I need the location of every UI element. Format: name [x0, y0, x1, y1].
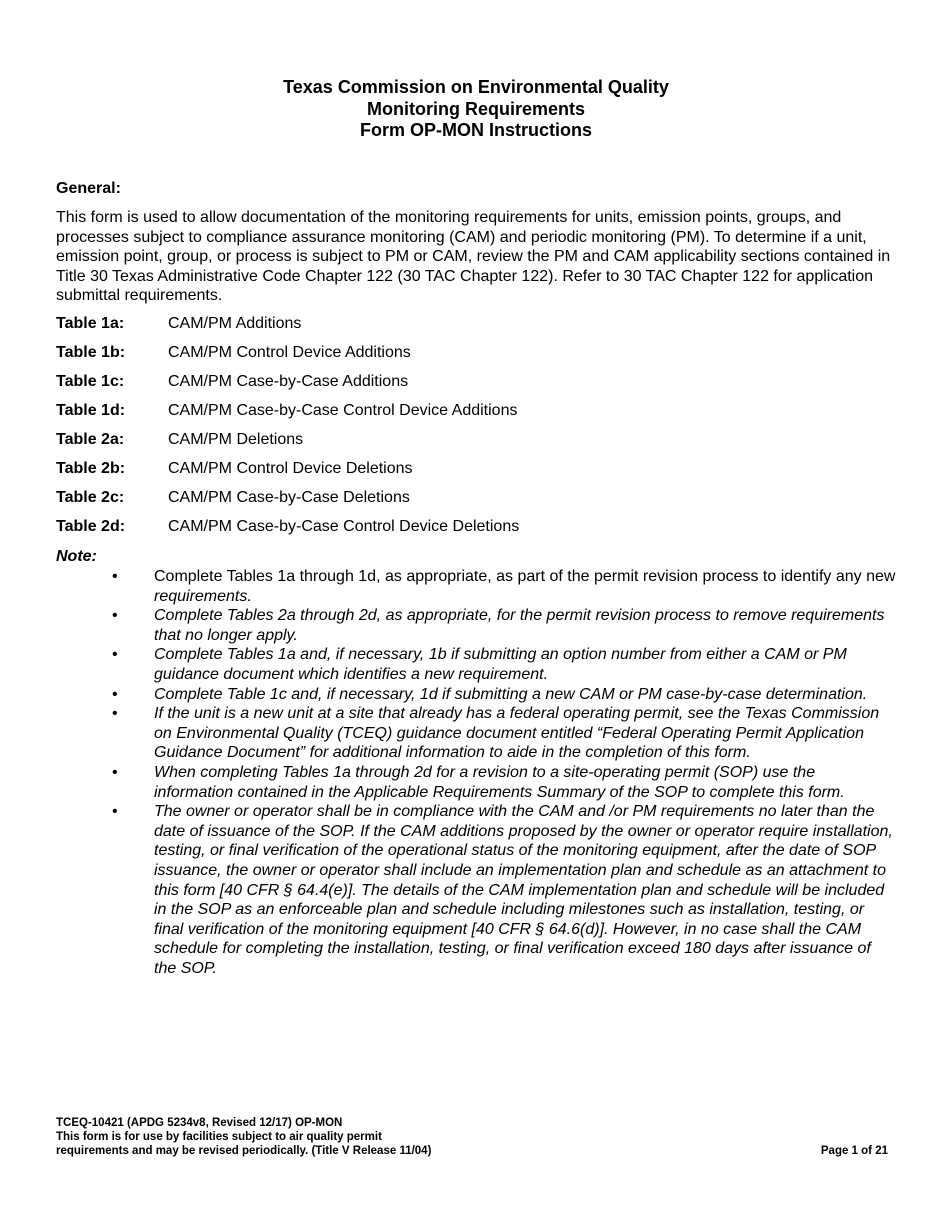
table-row: [56, 488, 519, 517]
table-row: [56, 430, 519, 459]
table-id: Table 1b:: [56, 344, 126, 361]
note-text-italic: requirements.: [154, 587, 252, 605]
table-id: Table 2a:: [56, 431, 125, 448]
note-text-italic: If the unit is a new unit at a site that already has a federal operating permit, see the Texas Commission on Environmental Quality (TCEQ) guidance document entitled “Federal Operating Permit Application Guidance Document” for additional information to aide in the completion of this form.: [154, 705, 880, 762]
general-heading: General:: [56, 180, 121, 197]
table-row: [56, 343, 519, 372]
table-id: Table 1d:: [56, 402, 126, 419]
bullet-icon: •: [112, 763, 118, 781]
bullet-icon: •: [112, 607, 118, 625]
table-row: [56, 401, 519, 430]
table-id: Table 1a:: [56, 315, 125, 332]
table-row: [56, 517, 519, 546]
notes-list: [56, 567, 896, 978]
note-heading: Note:: [56, 548, 97, 565]
note-text-italic: Complete Table 1c and, if necessary, 1d if submitting a new CAM or PM case-by-case determination.: [154, 685, 868, 703]
title-form: Form OP-MON Instructions: [359, 120, 592, 140]
table-description: CAM/PM Case-by-Case Control Device Additions: [168, 402, 518, 419]
note-text: Complete Tables 1a through 1d, as appropriate, as part of the permit revision process to identify any new: [154, 568, 896, 585]
page-number: Page 1 of 21: [820, 1145, 888, 1157]
list-item: [56, 606, 896, 645]
table-id: Table 2d:: [56, 518, 126, 535]
table-id: Table 2b:: [56, 460, 126, 477]
bullet-icon: •: [112, 705, 118, 723]
tables-list: [56, 314, 519, 546]
list-item: [56, 704, 896, 763]
title-subject: Monitoring Requirements: [366, 98, 585, 119]
bullet-icon: •: [112, 803, 118, 821]
bullet-icon: •: [112, 568, 118, 585]
footer-usage-line2: requirements and may be revised periodically. (Title V Release 11/04): [56, 1145, 432, 1157]
table-row: [56, 314, 519, 343]
footer-form-info: [56, 1116, 431, 1158]
document-page: [56, 0, 896, 1230]
list-item: [56, 567, 896, 606]
table-description: CAM/PM Case-by-Case Control Device Deletions: [168, 518, 520, 535]
table-description: CAM/PM Additions: [168, 315, 302, 332]
table-description: CAM/PM Control Device Additions: [168, 344, 411, 361]
table-description: CAM/PM Deletions: [168, 431, 304, 448]
bullet-icon: •: [112, 685, 118, 703]
footer-usage-line1: This form is for use by facilities subject to air quality permit: [56, 1131, 382, 1143]
table-description: CAM/PM Case-by-Case Additions: [168, 373, 409, 390]
list-item: [56, 802, 896, 978]
footer-form-id: TCEQ-10421 (APDG 5234v8, Revised 12/17) OP-MON: [56, 1117, 343, 1129]
table-description: CAM/PM Case-by-Case Deletions: [168, 489, 410, 506]
title-agency: Texas Commission on Environmental Quality: [283, 77, 669, 97]
table-description: CAM/PM Control Device Deletions: [168, 460, 413, 477]
note-text-italic: When completing Tables 1a through 2d for a revision to a site-operating permit (SOP) use the information contained in the Applicable Requirements Summary of the SOP to complete this form.: [154, 763, 845, 801]
note-text-italic: Complete Tables 1a and, if necessary, 1b if submitting an option number from either a CAM or PM guidance document which identifies a new requirement.: [154, 646, 847, 683]
document-title: [56, 77, 896, 142]
bullet-icon: •: [112, 646, 118, 664]
list-item: [56, 645, 896, 684]
list-item: [56, 763, 896, 802]
table-row: [56, 372, 519, 401]
table-id: Table 1c:: [56, 373, 125, 390]
note-text-italic: The owner or operator shall be in compliance with the CAM and /or PM requirements no later than the date of issuance of the SOP. If the CAM additions proposed by the owner or operator require installation, testing, or final verification of the operational status of the monitoring equipment, after the date of SOP issuance, the owner or operator shall include an implementation plan and schedule as an attachment to this form [40 CFR § 64.4(e)]. The details of the CAM implementation plan and schedule will be included in the SOP as an enforceable plan and schedule including milestones such as installation, testing, or final verification of the monitoring equipment [40 CFR § 64.6(d)]. However, in no case shall the CAM schedule for completing the installation, testing, or final verification exceed 180 days after issuance of the SOP.: [154, 803, 893, 977]
general-paragraph: This form is used to allow documentation of the monitoring requirements for units, emission points, groups, and processes subject to compliance assurance monitoring (CAM) and periodic monitoring (PM). To determine if a unit, emission point, group, or process is subject to PM or CAM, review the PM and CAM applicability sections contained in Title 30 Texas Administrative Code Chapter 122 (30 TAC Chapter 122). Refer to 30 TAC Chapter 122 for application submittal requirements.: [56, 209, 891, 305]
note-text-italic: Complete Tables 2a through 2d, as appropriate, for the permit revision process to remove requirements that no longer apply.: [154, 607, 885, 644]
table-id: Table 2c:: [56, 489, 125, 506]
table-row: [56, 459, 519, 488]
list-item: [56, 685, 896, 705]
